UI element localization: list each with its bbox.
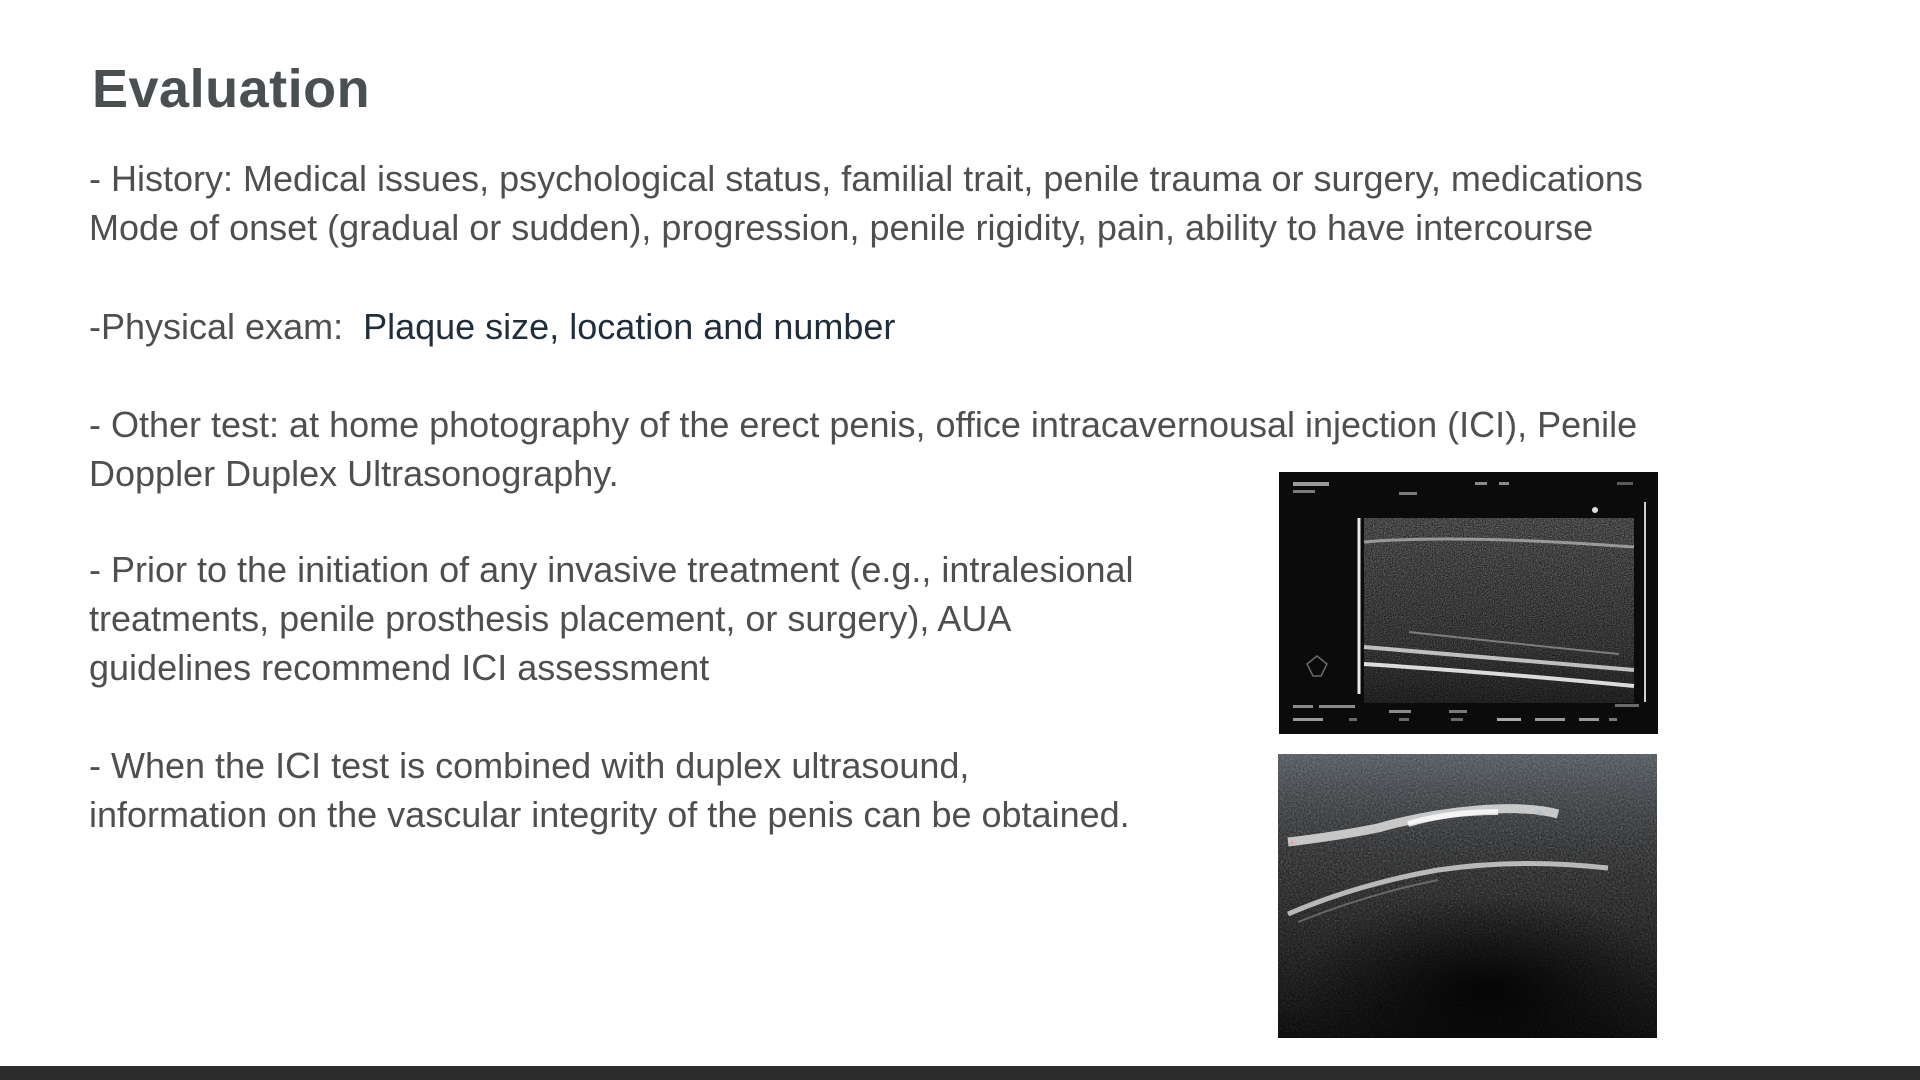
svg-text:+: + xyxy=(1536,808,1545,819)
slide-title: Evaluation xyxy=(92,59,371,119)
bullet-prior-treatment-line-3: guidelines recommend ICI assessment xyxy=(89,647,710,688)
bullet-prior-treatment xyxy=(89,545,1134,692)
bullet-physical-exam-line xyxy=(89,302,895,351)
ultrasound-image-1 xyxy=(1279,472,1658,734)
ultrasound-scan-2-graphic xyxy=(1278,754,1657,1038)
bullet-history xyxy=(89,154,1643,252)
bullet-other-test-line-2: Doppler Duplex Ultrasonography. xyxy=(89,453,619,494)
bullet-physical-exam-emphasis: Plaque size, location and number xyxy=(363,306,896,347)
bullet-physical-exam xyxy=(89,302,895,351)
svg-text:+: + xyxy=(1288,838,1297,849)
bullet-ici-duplex-line-1: - When the ICI test is combined with duplex ultrasound, xyxy=(89,745,970,786)
bullet-ici-duplex-line-2: information on the vascular integrity of the penis can be obtained. xyxy=(89,794,1130,835)
ultrasound-image-2 xyxy=(1278,754,1657,1038)
bottom-bar xyxy=(0,1066,1920,1080)
bullet-physical-exam-prefix: -Physical exam: xyxy=(89,306,364,347)
ultrasound-scan-1-graphic xyxy=(1279,472,1658,734)
bullet-history-line-2: Mode of onset (gradual or sudden), progression, penile rigidity, pain, ability to have intercourse xyxy=(89,207,1594,248)
bullet-history-line-1: - History: Medical issues, psychological status, familial trait, penile trauma or surgery, medications xyxy=(89,158,1643,199)
bullet-ici-duplex xyxy=(89,741,1130,839)
bullet-other-test-line-1: - Other test: at home photography of the erect penis, office intracavernousal injection (ICI), Penile xyxy=(89,404,1638,445)
bullet-prior-treatment-line-1: - Prior to the initiation of any invasive treatment (e.g., intralesional xyxy=(89,549,1134,590)
bullet-prior-treatment-line-2: treatments, penile prosthesis placement, or surgery), AUA xyxy=(89,598,1012,639)
